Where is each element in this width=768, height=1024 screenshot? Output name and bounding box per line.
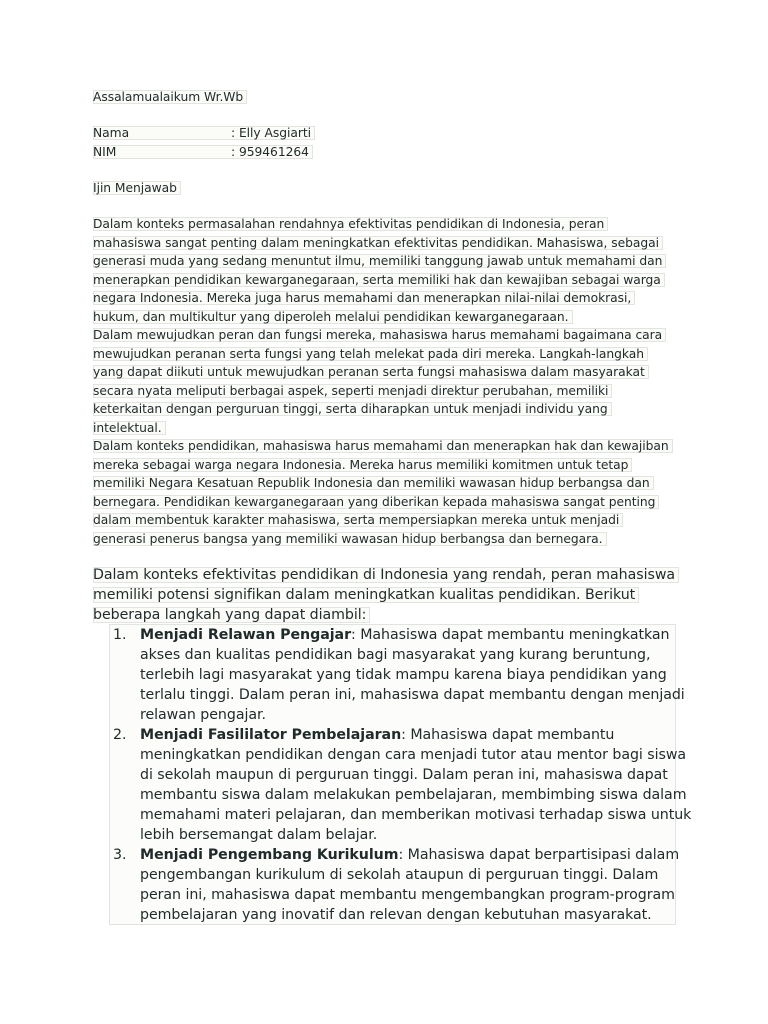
paragraph-line: memiliki Negara Kesatuan Republik Indonesia dan memiliki wawasan hidup berbangsa dan <box>93 476 654 490</box>
step-number: 1. <box>113 627 127 643</box>
paragraph-line: mahasiswa sangat penting dalam meningkatkan efektivitas pendidikan. Mahasiswa, sebagai <box>93 236 663 250</box>
paragraph-line: Dalam konteks pendidikan, mahasiswa harus memahami dan menerapkan hak dan kewajiban <box>93 439 673 453</box>
paragraph-line: Dalam konteks permasalahan rendahnya efektivitas pendidikan di Indonesia, peran <box>93 217 608 231</box>
intro-line: Dalam konteks efektivitas pendidikan di Indonesia yang rendah, peran mahasiswa <box>93 567 679 583</box>
step-title: Menjadi Pengembang Kurikulum <box>140 847 399 863</box>
greeting-text <box>93 88 247 107</box>
list-item <box>113 845 691 925</box>
intro-paragraph <box>93 565 679 625</box>
name-value: : Elly Asgiarti <box>231 126 311 140</box>
permission-line: Ijin Menjawab <box>93 181 181 195</box>
step-line: : Mahasiswa dapat membantu meningkatkan <box>351 627 670 643</box>
step-line: peran ini, mahasiswa dapat membantu mengembangkan program-program <box>140 887 675 903</box>
name-label: Nama <box>93 126 130 140</box>
step-line: akses dan kualitas pendidikan bagi masyarakat yang kurang beruntung, <box>140 647 651 663</box>
paragraph-line: dalam membentuk karakter mahasiswa, serta mempersiapkan mereka untuk menjadi <box>93 513 623 527</box>
paragraph-line: menerapkan pendidikan kewarganegaraan, serta memiliki hak dan kewajiban sebagai warga <box>93 273 665 287</box>
paragraph-line: mewujudkan peranan serta fungsi yang telah melekat pada diri mereka. Langkah-langkah <box>93 347 648 361</box>
greeting-line: Assalamualaikum Wr.Wb <box>93 90 247 104</box>
nim-value: : 959461264 <box>231 144 309 159</box>
paragraph-line: bernegara. Pendidikan kewarganegaraan yang diberikan kepada mahasiswa sangat penting <box>93 495 659 509</box>
list-item <box>113 725 691 845</box>
step-line: : Mahasiswa dapat membantu <box>401 727 615 743</box>
step-line: terlebih lagi masyarakat yang tidak mampu karena biaya pendidikan yang <box>140 667 667 683</box>
paragraph-line: Dalam mewujudkan peran dan fungsi mereka, mahasiswa harus memahami bagaimana cara <box>93 328 666 342</box>
permission-text <box>93 179 181 198</box>
intro-line: beberapa langkah yang dapat diambil: <box>93 607 370 623</box>
paragraph-line: mereka sebagai warga negara Indonesia. Mereka harus memiliki komitmen untuk tetap <box>93 458 632 472</box>
step-title: Menjadi Fasililator Pembelajaran <box>140 727 402 743</box>
step-line: lebih bersemangat dalam belajar. <box>140 827 378 843</box>
step-line: memahami materi pelajaran, dan memberikan motivasi terhadap siswa untuk <box>140 807 692 823</box>
step-line: relawan pengajar. <box>140 707 266 723</box>
step-line: pembelajaran yang inovatif dan relevan dengan kebutuhan masyarakat. <box>140 907 652 923</box>
step-line: pengembangan kurikulum di sekolah ataupun di perguruan tinggi. Dalam <box>140 867 659 883</box>
step-number: 3. <box>113 847 127 863</box>
step-line: meningkatkan pendidikan dengan cara menjadi tutor atau mentor bagi siswa <box>140 747 687 763</box>
steps-list <box>113 625 691 925</box>
step-number: 2. <box>113 727 127 743</box>
paragraph-line: yang dapat diikuti untuk mewujudkan peranan serta fungsi mahasiswa dalam masyarakat <box>93 365 649 379</box>
paragraph-line: keterkaitan dengan perguruan tinggi, serta diharapkan untuk menjadi individu yang <box>93 402 612 416</box>
body-paragraphs <box>93 215 673 548</box>
name-row <box>93 126 315 140</box>
step-line: membantu siswa dalam melakukan pembelajaran, membimbing siswa dalam <box>140 787 687 803</box>
paragraph-line: generasi muda yang sedang menuntut ilmu, memiliki tanggung jawab untuk memahami dan <box>93 254 666 268</box>
list-item <box>113 625 691 725</box>
paragraph-line: secara nyata meliputi berbagai aspek, seperti menjadi direktur perubahan, memiliki <box>93 384 612 398</box>
step-line: di sekolah maupun di perguruan tinggi. Dalam peran ini, mahasiswa dapat <box>140 767 668 783</box>
identity-block <box>93 124 315 161</box>
nim-row <box>93 145 313 159</box>
paragraph-line: generasi penerus bangsa yang memiliki wawasan hidup berbangsa dan bernegara. <box>93 532 607 546</box>
step-line: : Mahasiswa dapat berpartisipasi dalam <box>398 847 680 863</box>
step-line: terlalu tinggi. Dalam peran ini, mahasiswa dapat membantu dengan menjadi <box>140 687 685 703</box>
intro-line: memiliki potensi signifikan dalam meningkatkan kualitas pendidikan. Berikut <box>93 587 639 603</box>
step-title: Menjadi Relawan Pengajar <box>140 627 352 643</box>
paragraph-line: hukum, dan multikultur yang diperoleh melalui pendidikan kewarganegaraan. <box>93 310 573 324</box>
paragraph-line: negara Indonesia. Mereka juga harus memahami dan menerapkan nilai-nilai demokrasi, <box>93 291 635 305</box>
paragraph-line: intelektual. <box>93 421 166 435</box>
nim-label: NIM <box>93 144 117 159</box>
